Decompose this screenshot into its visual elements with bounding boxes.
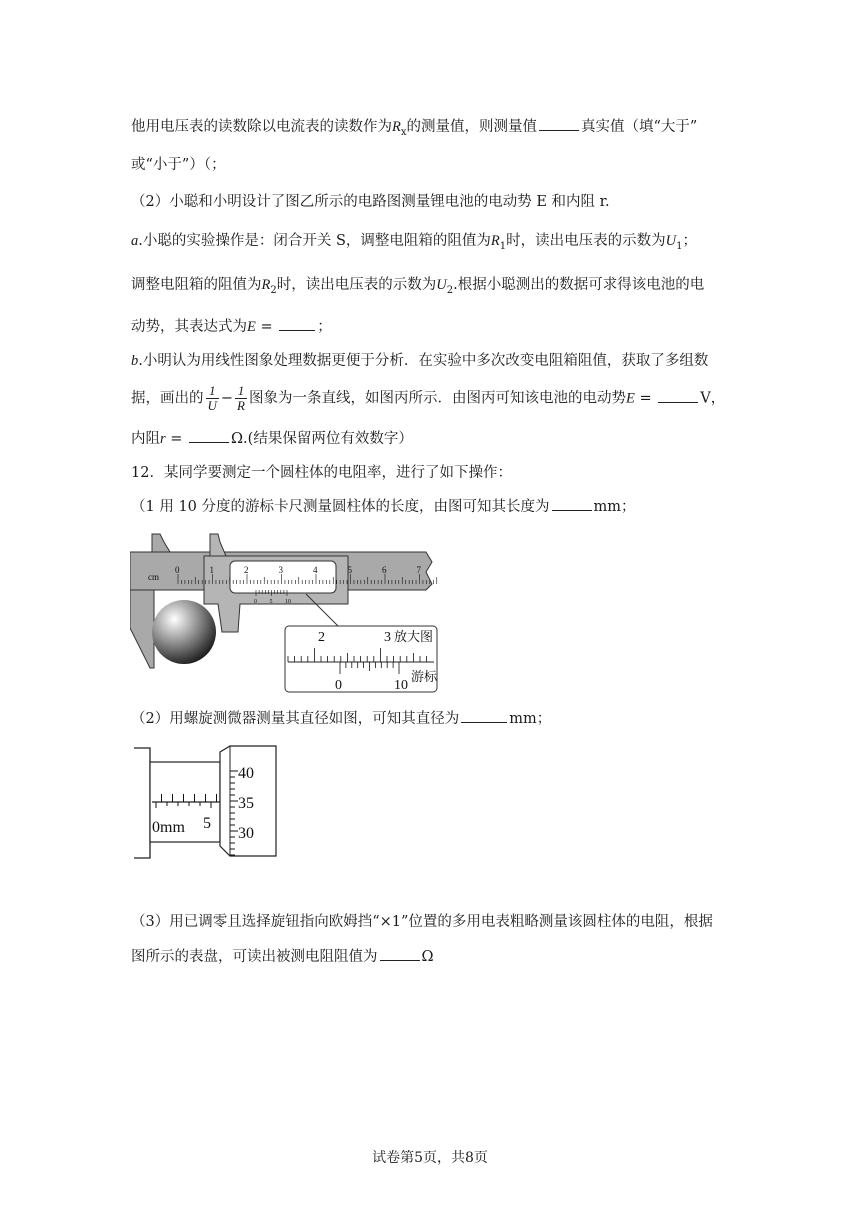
var-u2: U bbox=[436, 277, 447, 293]
page-footer: 试卷第5页，共8页 bbox=[372, 1150, 488, 1166]
label-a: a bbox=[131, 233, 139, 249]
text-segment: 时，读出电压表的示数为 bbox=[506, 233, 666, 249]
text-segment: （1 用 10 分度的游标卡尺测量圆柱体的长度，由图可知其长度为 bbox=[131, 499, 550, 515]
text-segment: mm； bbox=[593, 499, 636, 515]
zoom-main-label: 2 bbox=[318, 630, 325, 645]
denominator: U bbox=[207, 398, 217, 413]
var-e: E bbox=[247, 319, 256, 335]
sub: 1 bbox=[499, 240, 507, 252]
answer-blank[interactable] bbox=[552, 496, 592, 511]
zoom-title: 放大图 bbox=[394, 629, 434, 644]
text-line-7 bbox=[131, 351, 708, 371]
label-b: b bbox=[131, 353, 139, 369]
text-segment: Ω.(结果保留两位有效数字） bbox=[231, 431, 413, 447]
text-segment: 的测量值，则测量值 bbox=[406, 119, 537, 135]
text-segment: 时，读出电压表的示数为 bbox=[276, 277, 437, 293]
ball bbox=[152, 600, 216, 664]
denominator: R bbox=[237, 398, 245, 413]
main-tick-label: 6 bbox=[382, 565, 387, 575]
text-segment: ； bbox=[317, 319, 332, 335]
text-line-1 bbox=[131, 116, 697, 143]
text-segment: ； bbox=[682, 233, 697, 249]
sub-x: x bbox=[400, 126, 407, 138]
fraction-1-over-r bbox=[235, 384, 247, 413]
text-segment: mm； bbox=[509, 711, 552, 727]
thimble-label: 30 bbox=[238, 825, 254, 842]
text-segment: .小聪的实验操作是：闭合开关 S，调整电阻箱的阻值为 bbox=[138, 233, 491, 249]
sleeve-zero-label: 0mm bbox=[152, 819, 185, 836]
zoom-main-label: 3 bbox=[384, 630, 391, 645]
text-segment: 据，画出的 bbox=[131, 390, 204, 407]
vernier-tick-label: 5 bbox=[269, 599, 273, 605]
sub: 1 bbox=[676, 240, 683, 252]
text-segment: .根据小聪测出的数据可求得该电池的电 bbox=[453, 277, 705, 293]
text-line-9 bbox=[131, 428, 413, 449]
unit-label: cm bbox=[148, 572, 159, 582]
answer-blank[interactable] bbox=[539, 116, 579, 131]
text-line-3 bbox=[131, 192, 610, 212]
vernier-caliper-figure bbox=[130, 528, 440, 696]
fraction-1-over-u bbox=[206, 384, 219, 413]
zoom-vernier-title: 游标 bbox=[411, 669, 438, 684]
sub: 2 bbox=[446, 284, 454, 296]
main-tick-label: 2 bbox=[244, 565, 249, 575]
text-line-5 bbox=[131, 275, 704, 301]
text-line-2 bbox=[131, 155, 226, 175]
equals: = bbox=[165, 431, 188, 447]
equals: = bbox=[634, 390, 657, 407]
zoom-vernier-label: 10 bbox=[394, 678, 408, 693]
sub: 2 bbox=[270, 284, 277, 296]
micrometer-frame bbox=[134, 748, 150, 858]
var-r2: R bbox=[261, 277, 271, 293]
text-line-13 bbox=[131, 912, 713, 932]
main-tick-label: 4 bbox=[313, 565, 318, 575]
sleeve-five-label: 5 bbox=[203, 815, 211, 832]
micrometer-figure bbox=[130, 742, 280, 860]
main-tick-label: 5 bbox=[347, 565, 352, 575]
answer-blank[interactable] bbox=[461, 708, 507, 723]
question-12-heading bbox=[131, 463, 512, 483]
text-segment: （2）用螺旋测微器测量其直径如图，可知其直径为 bbox=[131, 711, 460, 727]
thimble-label: 35 bbox=[238, 795, 254, 812]
text-segment: （3）用已调零且选择旋钮指向欧姆挡“×1”位置的多用电表粗略测量该圆柱体的电阻，根据 bbox=[131, 914, 713, 930]
var-r1: R bbox=[490, 233, 500, 249]
vernier-tick-label: 10 bbox=[285, 599, 291, 605]
text-line-11 bbox=[131, 496, 636, 517]
numerator: 1 bbox=[235, 384, 247, 399]
main-tick-label: 0 bbox=[175, 565, 180, 575]
text-segment: Ω bbox=[421, 949, 434, 965]
text-segment: 调整电阻箱的阻值为 bbox=[131, 277, 262, 293]
minus: − bbox=[220, 390, 234, 407]
text-segment: 真实值（填“大于” bbox=[581, 119, 698, 135]
zoom-vernier-label: 0 bbox=[335, 678, 342, 693]
main-tick-label: 3 bbox=[278, 565, 283, 575]
text-line-12 bbox=[131, 708, 551, 729]
movable-jaw-upper bbox=[210, 534, 226, 556]
answer-blank[interactable] bbox=[189, 428, 229, 443]
var-r: R bbox=[392, 119, 401, 135]
fixed-jaw-lower bbox=[130, 590, 154, 668]
text-segment: .小明认为用线性图象处理数据更便于分析．在实验中多次改变电阻箱阻值，获取了多组数 bbox=[138, 353, 709, 369]
text-segment: 动势，其表达式为 bbox=[131, 319, 247, 335]
text-segment: 或“小于”）（； bbox=[131, 157, 226, 173]
text-line-14 bbox=[131, 946, 434, 967]
vernier-tick-label: 0 bbox=[254, 599, 257, 605]
answer-blank[interactable] bbox=[279, 316, 315, 331]
var-r: r bbox=[160, 431, 166, 447]
text-segment: V， bbox=[700, 390, 726, 407]
equals: = bbox=[255, 319, 278, 335]
text-segment: 图所示的表盘，可读出被测电阻阻值为 bbox=[131, 949, 378, 965]
text-segment: 内阻 bbox=[131, 431, 160, 447]
var-e: E bbox=[626, 390, 635, 407]
fixed-jaw-upper bbox=[152, 534, 170, 552]
main-tick-label: 1 bbox=[209, 565, 214, 575]
numerator: 1 bbox=[206, 384, 219, 399]
answer-blank[interactable] bbox=[658, 388, 698, 403]
text-line-8 bbox=[131, 384, 725, 413]
text-segment: 他用电压表的读数除以电流表的读数作为 bbox=[131, 119, 392, 135]
var-u1: U bbox=[665, 233, 677, 249]
text-segment: 图象为一条直线，如图丙所示．由图丙可知该电池的电动势 bbox=[249, 390, 626, 407]
answer-blank[interactable] bbox=[380, 946, 420, 961]
main-tick-label: 7 bbox=[416, 565, 421, 575]
thimble-label: 40 bbox=[238, 765, 254, 782]
text-line-6 bbox=[131, 316, 332, 337]
text-line-4 bbox=[131, 231, 697, 257]
text-segment: （2）小聪和小明设计了图乙所示的电路图测量锂电池的电动势 E 和内阻 r. bbox=[131, 194, 610, 210]
text-segment: 12．某同学要测定一个圆柱体的电阻率，进行了如下操作： bbox=[131, 465, 512, 481]
